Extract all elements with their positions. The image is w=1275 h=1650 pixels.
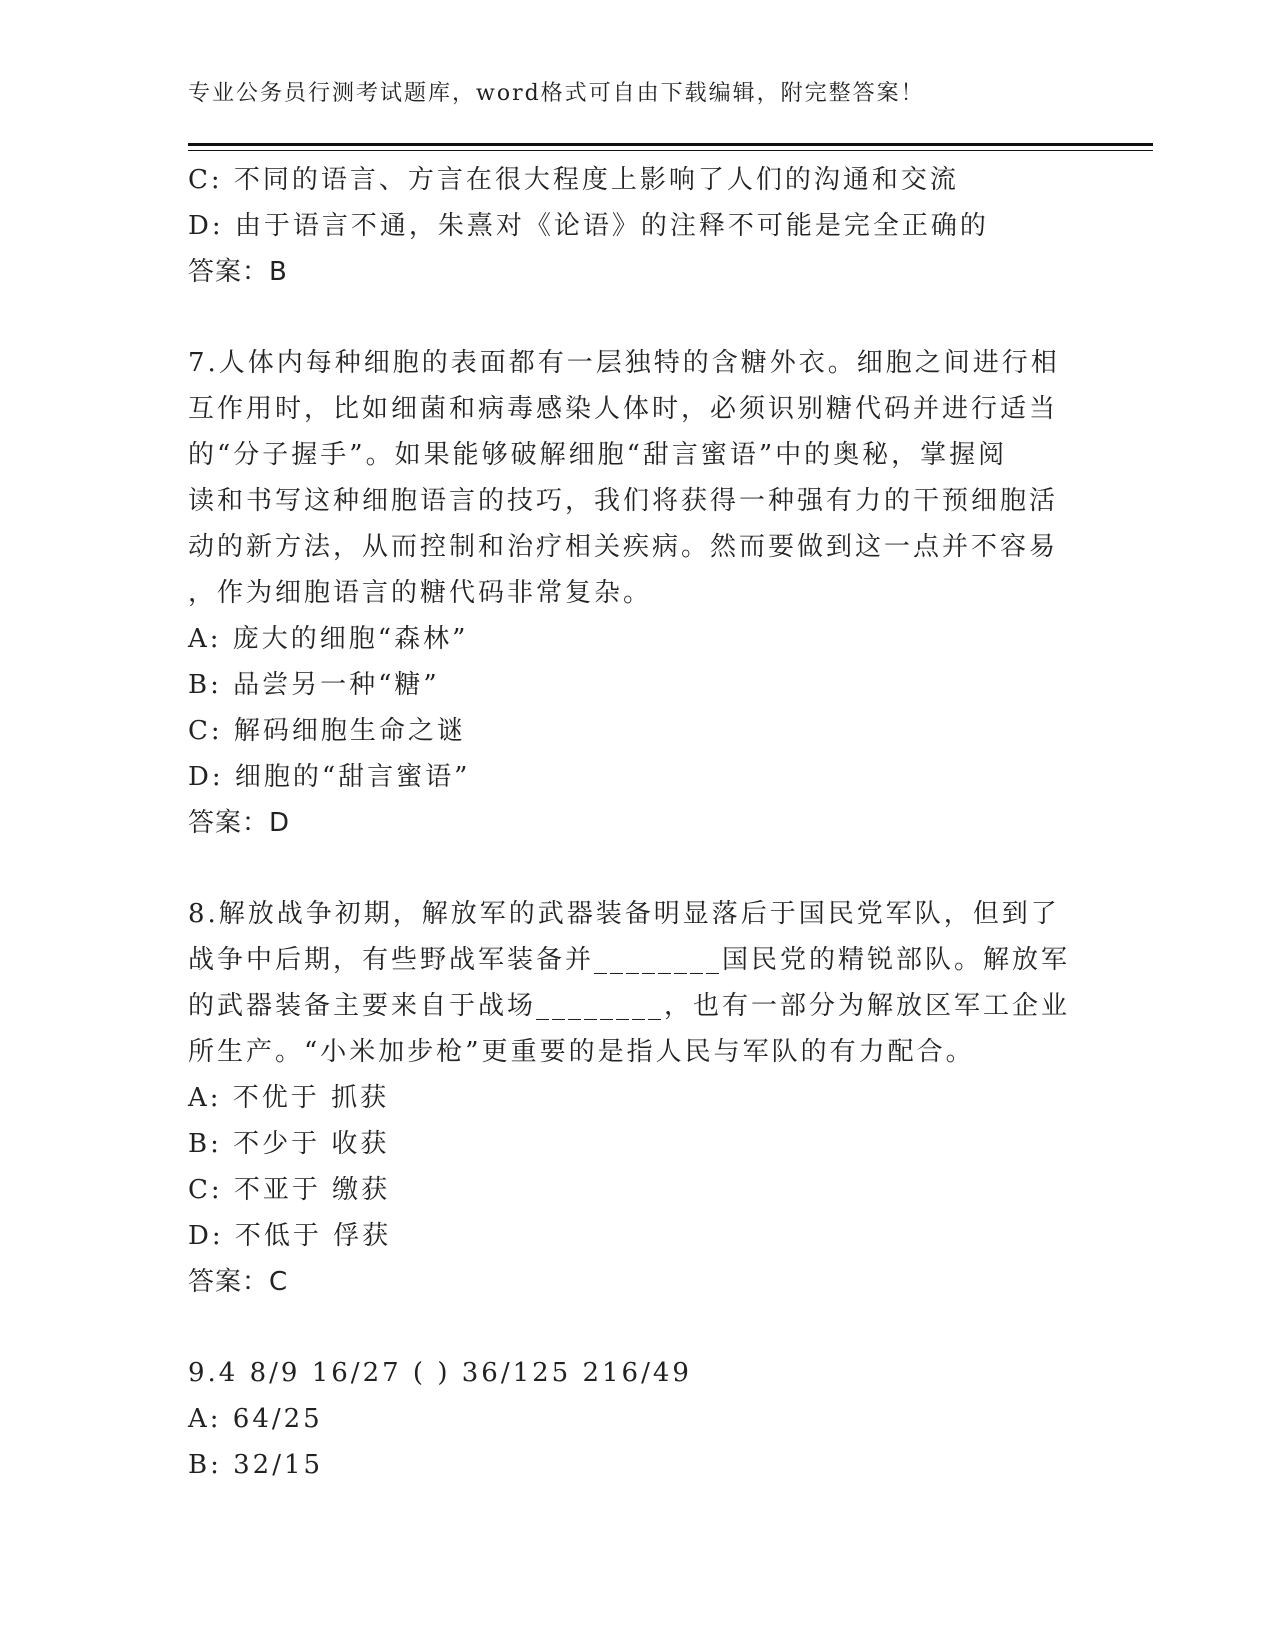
- option-b: B: 不少于 收获: [188, 1129, 390, 1159]
- question-stem-line: 互作用时，比如细菌和病毒感染人体时，必须识别糖代码并进行适当: [188, 394, 1059, 424]
- question-stem-line: 的武器装备主要来自于战场________，也有一部分为解放区军工企业: [188, 991, 1071, 1021]
- question-content: [188, 157, 1071, 1488]
- header-rule-thin: [188, 150, 1153, 151]
- question-stem-line: 动的新方法，从而控制和治疗相关疾病。然而要做到这一点并不容易: [188, 532, 1059, 562]
- question-7: [188, 340, 1058, 846]
- option-d: D: 由于语言不通，朱熹对《论语》的注释不可能是完全正确的: [188, 211, 989, 241]
- answer-line: 答案：B: [188, 257, 288, 287]
- question-8: [188, 891, 1071, 1305]
- spacer: [188, 846, 1058, 891]
- option-b: B: 品尝另一种“糖”: [188, 670, 440, 700]
- option-d: D: 细胞的“甜言蜜语”: [188, 762, 471, 792]
- question-stem-line: 8.解放战争初期，解放军的武器装备明显落后于国民党军队，但到了: [188, 899, 1060, 929]
- option-b: B: 32/15: [188, 1450, 324, 1480]
- question-stem-line: 读和书写这种细胞语言的技巧，我们将获得一种强有力的干预细胞活: [188, 486, 1059, 516]
- option-d: D: 不低于 俘获: [188, 1221, 392, 1251]
- spacer: [188, 1305, 1058, 1350]
- question-stem-line: 战争中后期，有些野战军装备并________国民党的精锐部队。解放军: [188, 945, 1071, 975]
- answer-line: 答案：C: [188, 1267, 289, 1297]
- question-stem-line: 9.4 8/9 16/27 ( ) 36/125 216/49: [188, 1358, 692, 1388]
- page-header: 专业公务员行测考试题库，word格式可自由下载编辑，附完整答案！: [188, 81, 925, 106]
- option-c: C: 不同的语言、方言在很大程度上影响了人们的沟通和交流: [188, 165, 959, 195]
- question-9: [188, 1350, 1058, 1488]
- header-rule-thick: [188, 143, 1153, 146]
- option-c: C: 不亚于 缴获: [188, 1175, 391, 1205]
- question-stem-line: 的“分子握手”。如果能够破解细胞“甜言蜜语”中的奥秘，掌握阅: [188, 440, 1008, 470]
- option-a: A: 不优于 抓获: [188, 1083, 390, 1113]
- option-a: A: 64/25: [188, 1404, 323, 1434]
- answer-line: 答案：D: [188, 808, 291, 838]
- option-a: A: 庞大的细胞“森林”: [188, 624, 469, 654]
- prev-question: [188, 157, 1058, 295]
- question-stem-line: ，作为细胞语言的糖代码非常复杂。: [188, 578, 653, 608]
- spacer: [188, 295, 1058, 340]
- question-stem-line: 所生产。“小米加步枪”更重要的是指人民与军队的有力配合。: [188, 1037, 975, 1067]
- question-stem-line: 7.人体内每种细胞的表面都有一层独特的含糖外衣。细胞之间进行相: [188, 348, 1060, 378]
- option-c: C: 解码细胞生命之谜: [188, 716, 466, 746]
